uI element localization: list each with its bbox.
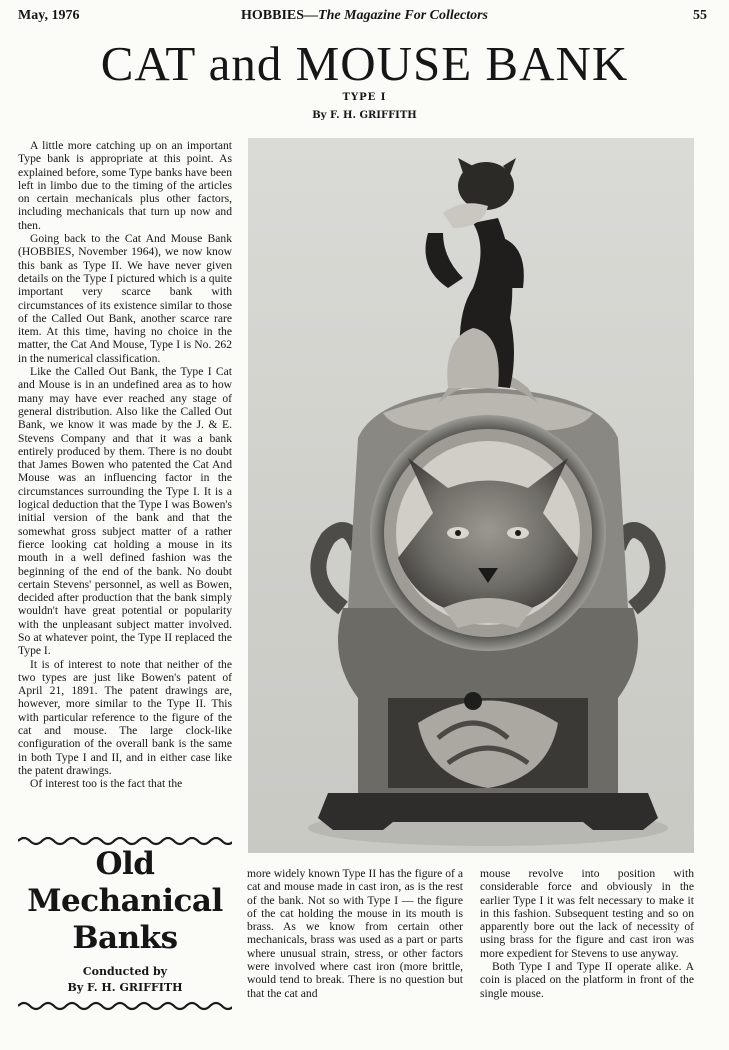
magazine-tagline: —The Magazine For Collectors xyxy=(304,8,488,23)
bank-photograph xyxy=(248,138,694,853)
ornamental-rule-top xyxy=(18,831,232,841)
scroll-ornament xyxy=(18,836,232,846)
department-title-line: Banks xyxy=(72,920,178,956)
conducted-by: Conducted by xyxy=(82,965,168,978)
paragraph: Going back to the Cat And Mouse Bank (HOBBIES, November 1964), we now know this bank as Type II. We have never given details on the Type I pictured which is a quite important very scarce bank with circumstances of its existence similar to those of the Called Out Bank, another scarce rare item. At this time, having no choice in the matter, the Cat And Mouse, Type I is No. 262 in the numerical classification. xyxy=(18,232,232,365)
ornamental-rule-bottom xyxy=(18,996,232,1006)
department-title-line: Old xyxy=(95,846,155,882)
paragraph: Like the Called Out Bank, the Type I Cat and Mouse is in an undefined area as to how many may have ever reached any stage of general distribution. Also like the Called Out Bank, we know it was made by the J. & E. Stevens Company and that it was a bank entirely produced by them. There is no doubt that James Bowen who patented the Cat And Mouse was an influencing factor in the circumstances surrounding the Type I. It is a logical deduction that the Type I was Bowen's initial version of the bank and that the somewhat gross subject matter of a rather fierce looking cat holding a mouse in its mouth in a well defined fashion was the beginning of the end of the bank. No doubt certain Stevens' personnel, as well as Bowen, decided after production that the bank simply wouldn't have great potential or popularity with the unpleasant subject matter involved. So at whatever point, the Type II replaced the Type I. xyxy=(18,365,232,658)
article-title: CAT and MOUSE BANK xyxy=(100,36,629,91)
paragraph: mouse revolve into position with considerable force and obviously in the earlier Type I it was felt necessary to make it in this fashion. Subsequent testing and so on apparently bore out the lack of necessity of using brass for the figure and cast iron was more expedient for Stevens to use anyway. xyxy=(480,867,694,960)
department-heading xyxy=(18,846,232,994)
issue-date: May, 1976 xyxy=(18,8,80,23)
department-title-line: Mechanical xyxy=(27,883,223,919)
paragraph: A little more catching up on an important Type bank is appropriate at this point. As explained before, some Type banks have been left in limbo due to the timing of the articles on certain mechanicals plus other factors, including mechanicals that turn up now and then. xyxy=(18,139,232,232)
column-3 xyxy=(480,867,694,1017)
paragraph: Of interest too is the fact that the xyxy=(30,777,183,791)
paragraph: Both Type I and Type II operate alike. A coin is placed on the platform in front of the single mouse. xyxy=(480,960,694,1000)
magazine-name: HOBBIES xyxy=(241,8,305,23)
department-byline: By F. H. GRIFFITH xyxy=(67,981,183,994)
magazine-header xyxy=(0,8,729,24)
paragraph: more widely known Type II has the figure of a cat and mouse made in cast iron, as is the rest of the bank. Not so with Type I — the figure of the cat holding the mouse in its mouth is brass. As we know from certain other mechanicals, brass was used as a part or parts where unusual strain, stress, or other factors were involved where cast iron (more brittle, would tend to break. There is no question but that the cat and xyxy=(247,867,463,1000)
article-byline: By F. H. GRIFFITH xyxy=(312,110,417,121)
cat-and-mouse-bank-illustration xyxy=(248,138,694,853)
paragraph: It is of interest to note that neither of the two types are just like Bowen's patent of April 21, 1891. The patent drawings are, however, more similar to the Type II. This with particular reference to the figure of the cat and mouse. The large clock-like configuration of the overall bank is the same in both Type I and II, and in either case like the patent drawings. xyxy=(18,657,232,777)
scroll-ornament xyxy=(18,1001,232,1011)
column-2 xyxy=(247,867,463,1017)
article-subtitle: TYPE I xyxy=(342,92,387,103)
page-number: 55 xyxy=(693,8,707,23)
column-1 xyxy=(18,139,232,829)
